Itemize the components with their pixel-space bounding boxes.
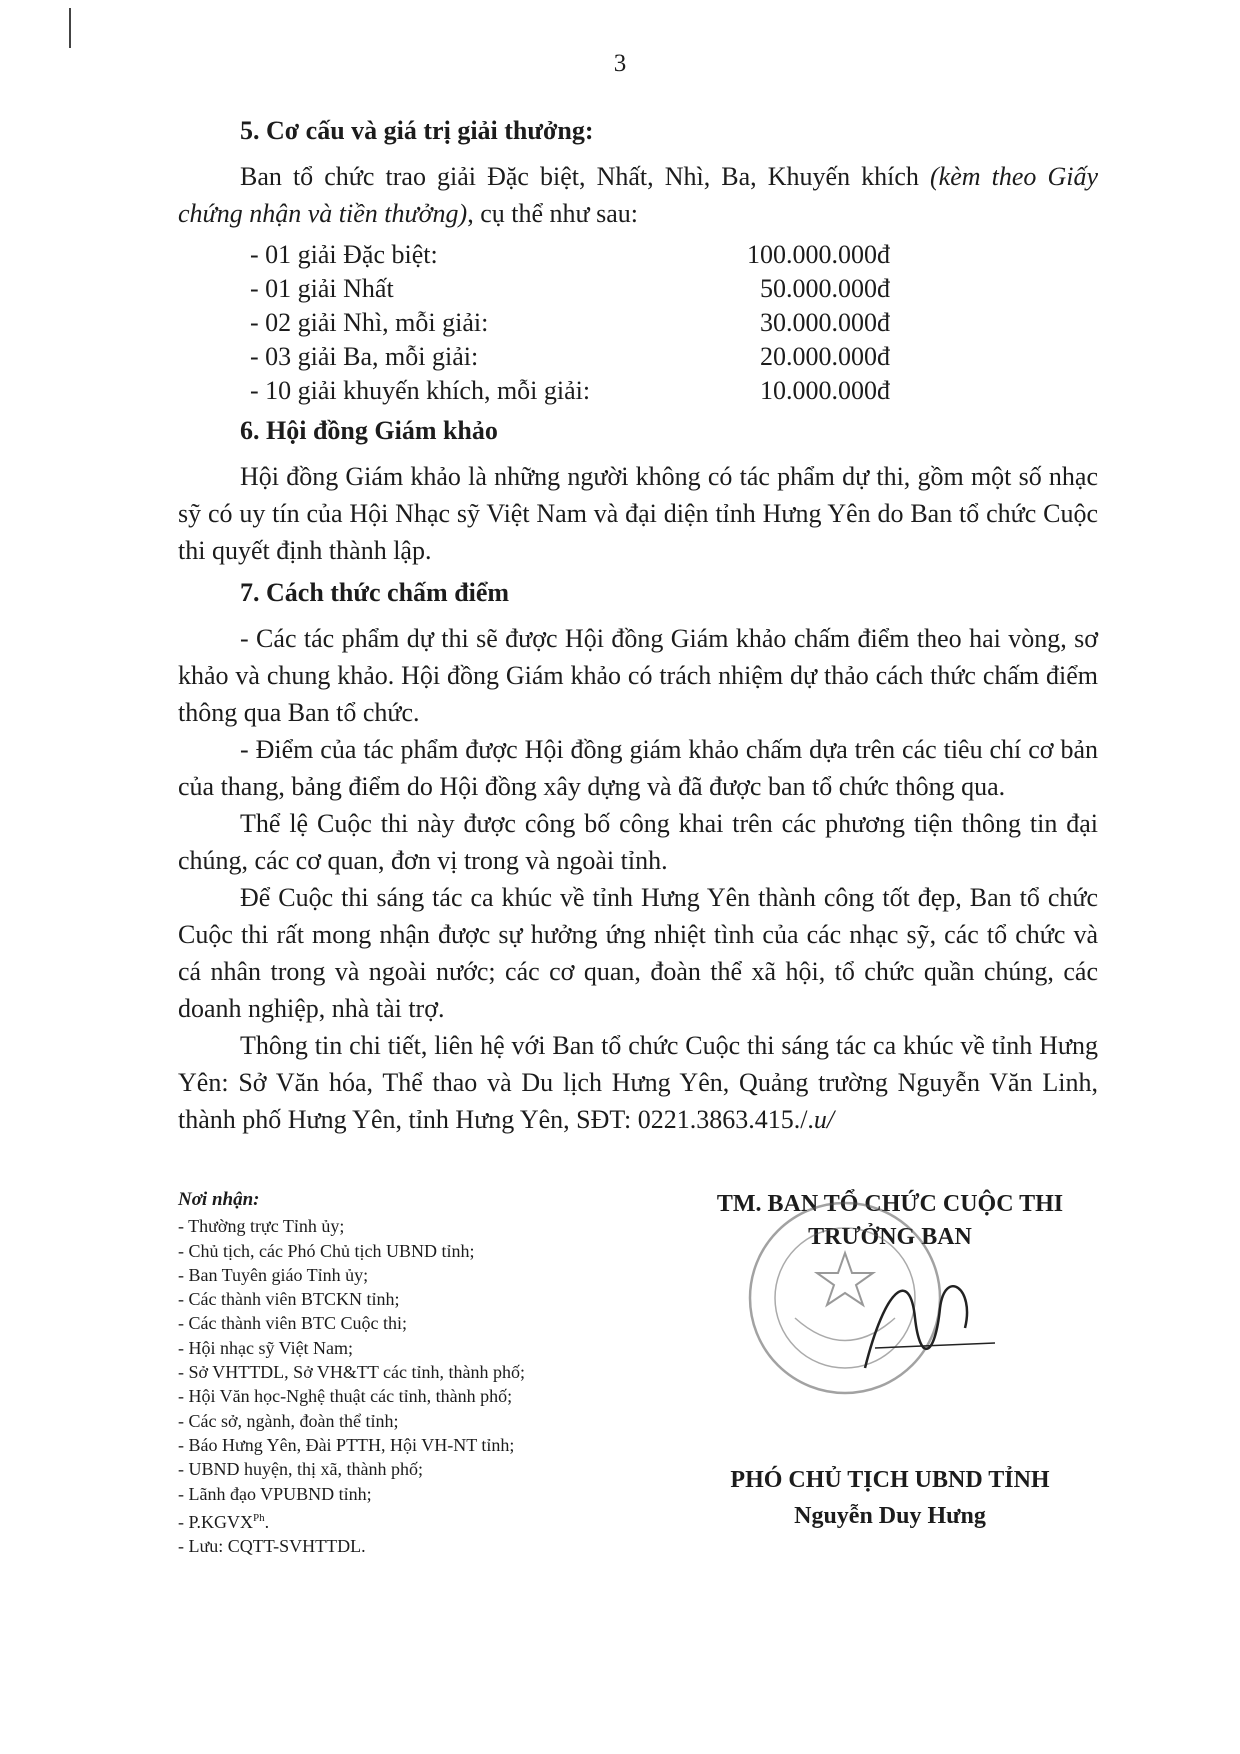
recipients-title: Nơi nhận: xyxy=(178,1189,260,1210)
scan-artifact xyxy=(66,8,74,52)
list-item: - Ban Tuyên giáo Tỉnh ủy; xyxy=(178,1264,369,1285)
section6-text: Hội đồng Giám khảo là những người không có tác phẩm dự thi, gồm một số nhạc sỹ có uy tín của Hội Nhạc sỹ Việt Nam và đại diện tỉnh Hưng Yên do Ban tổ chức Cuộc thi quyết định thành lập. xyxy=(178,462,1098,565)
handwritten-initials: u/ xyxy=(813,1105,835,1134)
signature-title: TM. BAN TỔ CHỨC CUỘC THI TRƯỞNG BAN xyxy=(716,1191,1064,1250)
intro-italic: (kèm theo Giấy chứng nhận và tiền thưởng) xyxy=(178,162,1098,228)
list-item: - Các thành viên BTCKN tỉnh; xyxy=(178,1289,400,1310)
paragraph: - Các tác phẩm dự thi sẽ được Hội đồng Giám khảo chấm điểm theo hai vòng, sơ khảo và chung khảo. Hội đồng Giám khảo có trách nhiệm dự thảo cách thức chấm điểm thông qua Ban tổ chức. xyxy=(178,624,1098,727)
section5-heading: 5. Cơ cấu và giá trị giải thưởng: xyxy=(240,116,594,145)
prize-row: - 02 giải Nhì, mỗi giải: 30.000.000đ xyxy=(250,308,890,337)
list-item: - Các thành viên BTC Cuộc thi; xyxy=(178,1313,407,1334)
paragraph: Thể lệ Cuộc thi này được công bố công khai trên các phương tiện thông tin đại chúng, các cơ quan, đơn vị trong và ngoài tỉnh. xyxy=(178,809,1098,875)
paragraph: - Điểm của tác phẩm được Hội đồng giám khảo chấm dựa trên các tiêu chí cơ bản của thang, bảng điểm do Hội đồng xây dựng và đã được ban tổ chức thông qua. xyxy=(178,735,1098,801)
list-item: - Chủ tịch, các Phó Chủ tịch UBND tỉnh; xyxy=(178,1240,475,1261)
list-item: - Báo Hưng Yên, Đài PTTH, Hội VH-NT tỉnh; xyxy=(178,1434,515,1455)
list-item: - UBND huyện, thị xã, thành phố; xyxy=(178,1459,423,1480)
recipients-list xyxy=(178,1188,698,1558)
section6-heading: 6. Hội đồng Giám khảo xyxy=(240,416,498,445)
list-item: - Lãnh đạo VPUBND tỉnh; xyxy=(178,1483,372,1504)
list-item: - Thường trực Tỉnh ủy; xyxy=(178,1216,345,1237)
prize-row: - 03 giải Ba, mỗi giải: 20.000.000đ xyxy=(250,342,890,371)
signer-name: Nguyễn Duy Hưng xyxy=(794,1503,986,1529)
paragraph: Để Cuộc thi sáng tác ca khúc về tỉnh Hưng Yên thành công tốt đẹp, Ban tổ chức Cuộc thi rất mong nhận được sự hưởng ứng nhiệt tình của các nhạc sỹ, các tổ chức và cá nhân trong và ngoài nước; các cơ quan, đoàn thể xã hội, tổ chức quần chúng, các doanh nghiệp, nhà tài trợ. xyxy=(178,883,1098,1023)
prize-list xyxy=(250,238,890,408)
official-seal-icon xyxy=(735,1198,995,1398)
prize-row: - 01 giải Đặc biệt: 100.000.000đ xyxy=(250,240,890,269)
section5-intro: Ban tổ chức trao giải Đặc biệt, Nhất, Nhì, Ba, Khuyến khích (kèm theo Giấy chứng nhận và tiền thưởng), cụ thể như sau: xyxy=(178,162,1098,228)
page-number: 3 xyxy=(613,50,627,77)
prize-row: - 01 giải Nhất 50.000.000đ xyxy=(250,274,890,303)
prize-row: - 10 giải khuyến khích, mỗi giải: 10.000.000đ xyxy=(250,376,890,405)
section7-heading: 7. Cách thức chấm điểm xyxy=(240,578,510,607)
list-item: - Lưu: CQTT-SVHTTDL. xyxy=(178,1536,366,1557)
section7-body xyxy=(178,620,1098,1138)
list-item: - Các sở, ngành, đoàn thể tỉnh; xyxy=(178,1410,399,1431)
signer-block xyxy=(680,1462,1100,1534)
signer-position: PHÓ CHỦ TỊCH UBND TỈNH xyxy=(730,1467,1050,1493)
list-item: - Hội nhạc sỹ Việt Nam; xyxy=(178,1337,354,1358)
paragraph: Thông tin chi tiết, liên hệ với Ban tổ chức Cuộc thi sáng tác ca khúc về tỉnh Hưng Yên: Sở Văn hóa, Thể thao và Du lịch Hưng Yên, Quảng trường Nguyễn Văn Linh, thành phố Hưng Yên, tỉnh Hưng Yên, SĐT: 0221.3863.415./.u/ xyxy=(178,1031,1098,1134)
list-item: - $P.KGVX^{Ph}$. xyxy=(178,1511,270,1532)
list-item: - Hội Văn học-Nghệ thuật các tỉnh, thành phố; xyxy=(178,1386,513,1407)
list-item: - Sở VHTTDL, Sở VH&TT các tỉnh, thành phố; xyxy=(178,1362,526,1383)
